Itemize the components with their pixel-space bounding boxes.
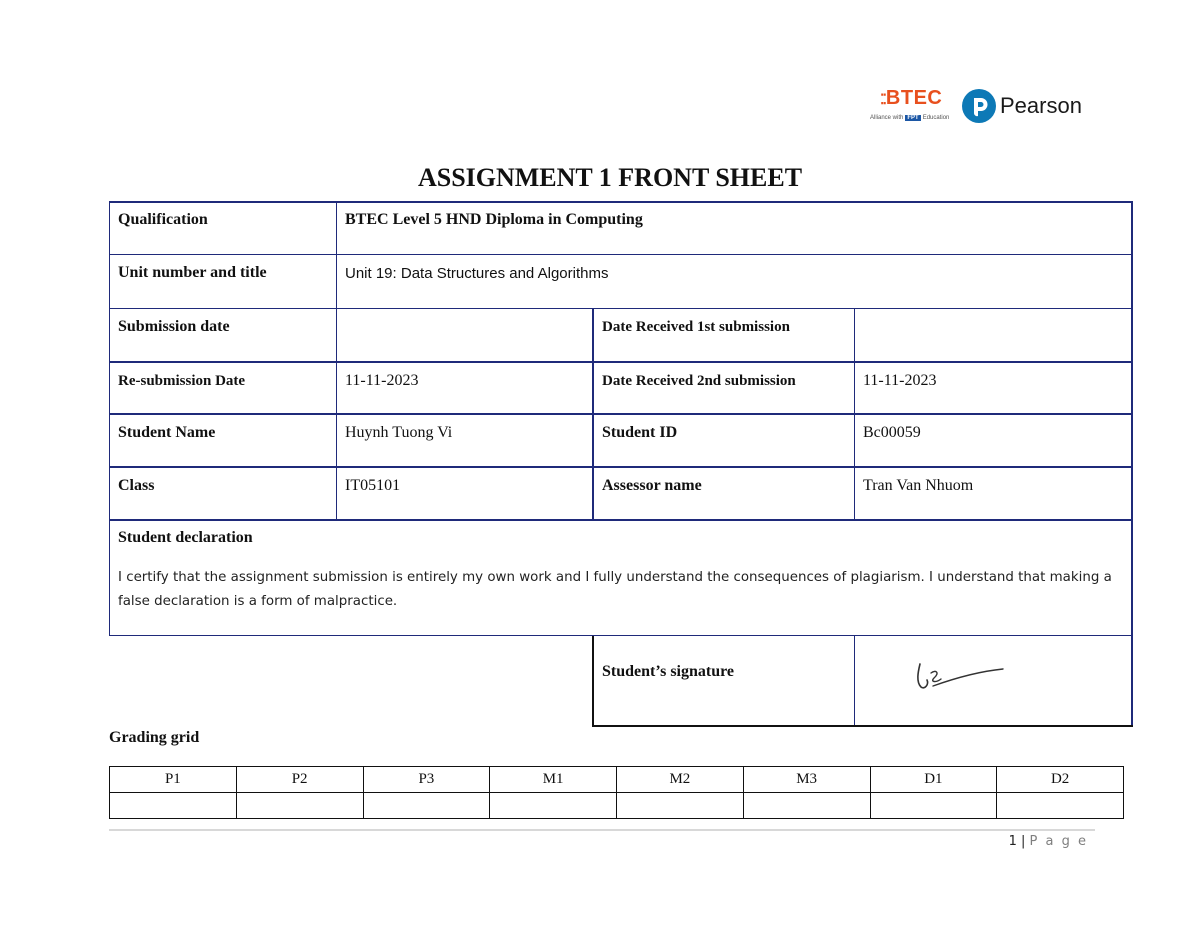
grading-grid-heading: Grading grid xyxy=(109,729,200,746)
qualification-value: BTEC Level 5 HND Diploma in Computing xyxy=(345,211,643,228)
unit-value: Unit 19: Data Structures and Algorithms xyxy=(345,264,609,282)
grade-header-m1: M1 xyxy=(490,767,617,793)
signature-label: Student’s signature xyxy=(602,663,735,680)
resubmission-date-label: Re-submission Date xyxy=(118,372,246,389)
pearson-logo-word: Pearson xyxy=(1000,93,1082,118)
grading-grid-table xyxy=(109,766,1124,819)
grade-value-p1 xyxy=(110,793,237,819)
btec-tagline xyxy=(870,115,949,121)
student-signature-image xyxy=(913,660,1005,692)
btec-logo: ⁚⁚BTEC xyxy=(880,87,943,109)
fpt-mark: FPT xyxy=(907,115,919,121)
grade-value-m3 xyxy=(743,793,870,819)
student-id-value: Bc00059 xyxy=(863,424,921,441)
declaration-heading: Student declaration xyxy=(118,529,253,546)
submission-date-label: Submission date xyxy=(118,318,230,335)
table-border xyxy=(1131,636,1133,727)
unit-label: Unit number and title xyxy=(118,264,267,281)
page-title: ASSIGNMENT 1 FRONT SHEET xyxy=(417,163,803,192)
grading-value-row xyxy=(110,793,1124,819)
pearson-logo-icon xyxy=(962,89,996,123)
grade-header-m3: M3 xyxy=(743,767,870,793)
grade-header-d2: D2 xyxy=(997,767,1124,793)
btec-tagline-post: Education xyxy=(922,115,950,121)
date-received-2-label: Date Received 2nd submission xyxy=(602,372,796,389)
btec-tagline-pre: Alliance with xyxy=(870,115,904,121)
grade-header-d1: D1 xyxy=(870,767,997,793)
page-word: P a g e xyxy=(1029,834,1088,849)
assessor-label: Assessor name xyxy=(602,477,702,494)
table-border xyxy=(109,635,1133,636)
class-value: IT05101 xyxy=(345,477,401,494)
grade-value-d1 xyxy=(870,793,997,819)
footer-divider xyxy=(109,829,1095,831)
date-received-2-value: 11-11-2023 xyxy=(863,372,937,389)
resubmission-date-value: 11-11-2023 xyxy=(345,372,419,389)
grade-value-m1 xyxy=(490,793,617,819)
grade-header-p2: P2 xyxy=(236,767,363,793)
table-border xyxy=(109,254,1133,255)
date-received-1-value xyxy=(855,309,1131,345)
grade-value-p3 xyxy=(363,793,490,819)
table-border xyxy=(109,519,1133,521)
grading-header-row xyxy=(110,767,1124,793)
page-number: 1 xyxy=(1008,834,1017,849)
page-footer xyxy=(1000,834,1088,849)
submission-date-value xyxy=(337,309,592,345)
table-border xyxy=(1131,201,1133,636)
student-name-label: Student Name xyxy=(118,424,216,441)
grade-header-p1: P1 xyxy=(110,767,237,793)
qualification-label: Qualification xyxy=(118,211,208,228)
btec-logo-word: BTEC xyxy=(885,87,943,109)
grade-header-p3: P3 xyxy=(363,767,490,793)
class-label: Class xyxy=(118,477,155,494)
grade-value-d2 xyxy=(997,793,1124,819)
student-id-label: Student ID xyxy=(602,424,678,441)
date-received-1-label: Date Received 1st submission xyxy=(602,318,790,335)
declaration-text: I certify that the assignment submission is entirely my own work and I fully understand the consequences of plagiarism. I understand that making a false declaration is a form of malpractice. xyxy=(118,570,1112,609)
table-border xyxy=(592,725,1133,727)
grade-header-m2: M2 xyxy=(617,767,744,793)
student-name-value: Huynh Tuong Vi xyxy=(345,424,453,441)
assessor-value: Tran Van Nhuom xyxy=(863,477,974,494)
grade-value-m2 xyxy=(617,793,744,819)
table-border xyxy=(854,636,855,727)
grade-value-p2 xyxy=(236,793,363,819)
page-separator: | xyxy=(1021,834,1026,849)
